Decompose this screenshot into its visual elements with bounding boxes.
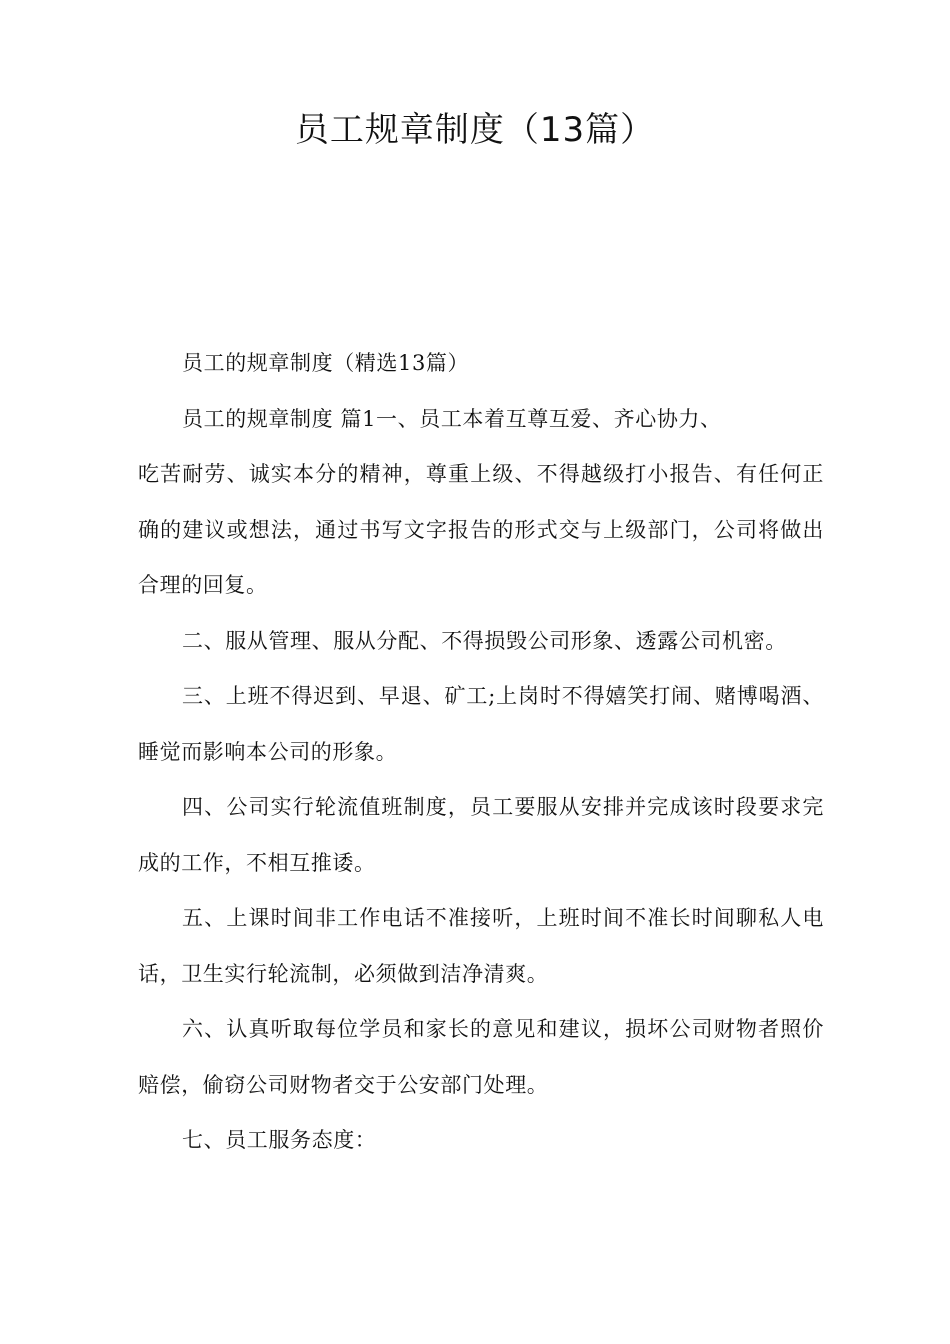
paragraph-rule-1: 吃苦耐劳、诚实本分的精神，尊重上级、不得越级打小报告、有任何正确的建议或想法，通过书写文字报告的形式交与上级部门，公司将做出合理的回复。 (138, 462, 824, 597)
paragraph-rule-4: 四、公司实行轮流值班制度，员工要服从安排并完成该时段要求完成的工作，不相互推诿。 (138, 795, 824, 875)
document-body (138, 336, 824, 1169)
paragraph-rule-6: 六、认真听取每位学员和家长的意见和建议，损坏公司财物者照价赔偿，偷窃公司财物者交于公安部门处理。 (138, 1017, 824, 1097)
paragraph-rule-2: 二、服从管理、服从分配、不得损毁公司形象、透露公司机密。 (182, 628, 787, 653)
paragraph-rule-7: 七、员工服务态度： (182, 1128, 377, 1152)
paragraph-rule-5: 五、上课时间非工作电话不准接听，上班时间不准长时间聊私人电话，卫生实行轮流制，必须做到洁净清爽。 (138, 906, 824, 986)
paragraph-rule-3: 三、上班不得迟到、早退、矿工;上岗时不得嬉笑打闹、赌博喝酒、睡觉而影响本公司的形象。 (138, 684, 824, 764)
paragraph-subtitle: 员工的规章制度（精选13篇） (182, 351, 470, 375)
paragraph-article-1-heading: 员工的规章制度 篇1一、员工本着互尊互爱、齐心协力、 (182, 406, 722, 431)
document-title: 员工规章制度（13篇） (294, 110, 656, 150)
